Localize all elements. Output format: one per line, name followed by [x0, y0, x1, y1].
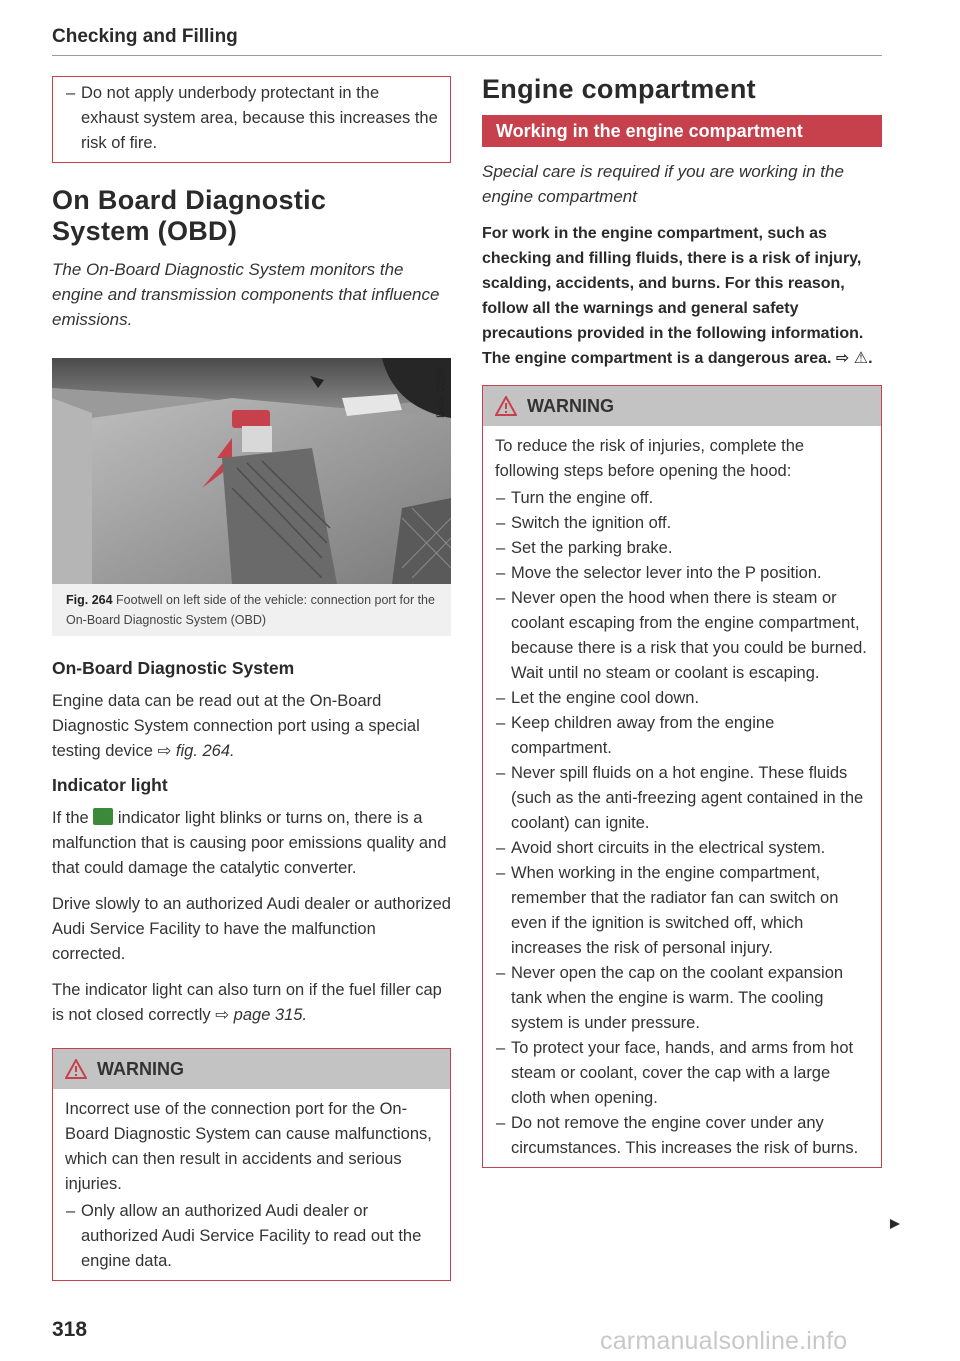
list-item: – Never open the cap on the coolant expansion tank when the engine is warm. The cooling system is under pressure.	[483, 961, 881, 1036]
watermark: carmanualsonline.info	[600, 1327, 848, 1355]
warning-triangle-icon	[65, 1059, 87, 1079]
subheading-obd-system: On-Board Diagnostic System	[52, 658, 295, 678]
working-in-engine-banner: Working in the engine compartment	[482, 115, 882, 147]
left-column	[52, 76, 451, 1281]
obd-heading-line1: On Board Diagnostic	[52, 185, 327, 215]
list-item: – Avoid short circuits in the electrical system.	[483, 836, 881, 861]
indicator-text-3: The indicator light can also turn on if the fuel filler cap is not closed correctly	[52, 981, 442, 1024]
list-item: – To protect your face, hands, and arms from hot steam or coolant, cover the cap with a large cloth when opening.	[483, 1036, 881, 1111]
obd-warning-body	[53, 1089, 450, 1280]
obd-system-paragraph	[52, 689, 451, 764]
engine-warning-header	[483, 386, 881, 426]
page-315-link[interactable]: ⇨ page 315.	[215, 1006, 308, 1024]
engine-warning-intro: To reduce the risk of injuries, complete the following steps before opening the hood:	[495, 437, 805, 480]
list-item: – Turn the engine off.	[483, 486, 881, 511]
figure-caption	[52, 584, 451, 636]
list-item: – Never open the hood when there is steam or coolant escaping from the engine compartment, because there is a risk that you could be burned. Wait until no steam or coolant is escaping.	[483, 586, 881, 686]
list-item: – Switch the ignition off.	[483, 511, 881, 536]
obd-figure	[52, 358, 451, 636]
emissions-warning-icon	[93, 808, 113, 825]
list-item: – Let the engine cool down.	[483, 686, 881, 711]
indicator-text-b: indicator light blinks or turns on, there is a malfunction that is causing poor emissions quality and that could damage the catalytic converter.	[52, 809, 447, 877]
engine-warning-box	[482, 385, 882, 1168]
obd-heading	[52, 185, 451, 247]
right-column	[482, 74, 882, 1168]
list-item: – Keep children away from the engine compartment.	[483, 711, 881, 761]
engine-warning-body	[483, 426, 881, 1167]
subheading-indicator-light: Indicator light	[52, 775, 168, 795]
obd-warning-box	[52, 1048, 451, 1281]
figure-caption-text: Footwell on left side of the vehicle: connection port for the On-Board Diagnostic System (OBD)	[66, 593, 435, 627]
figure-code: B4G-0258	[435, 367, 447, 418]
list-item: – Do not remove the engine cover under any circumstances. This increases the risk of burns.	[483, 1111, 881, 1161]
list-item: – Only allow an authorized Audi dealer or authorized Audi Service Facility to read out the engine data.	[53, 1199, 450, 1274]
list-item: – Never spill fluids on a hot engine. These fluids (such as the anti-freezing agent contained in the coolant) can ignite.	[483, 761, 881, 836]
figure-caption-label: Fig. 264	[66, 593, 113, 607]
section-header: Checking and Filling	[52, 26, 882, 56]
list-item: – Set the parking brake.	[483, 536, 881, 561]
engine-safety-paragraph: For work in the engine compartment, such as checking and filling fluids, there is a risk of injury, scalding, accidents, and burns. For this reason, follow all the warnings and general safety precautions provided in the following information. The engine compartment is a dangerous area. ⇨ ⚠.	[482, 225, 873, 367]
obd-intro: The On-Board Diagnostic System monitors the engine and transmission components that influence emissions.	[52, 260, 440, 329]
fig-264-link[interactable]: ⇨ fig. 264.	[157, 742, 235, 760]
page-number: 318	[52, 1318, 88, 1341]
obd-warning-header	[53, 1049, 450, 1089]
engine-intro: Special care is required if you are working in the engine compartment	[482, 162, 844, 206]
indicator-paragraph-2: Drive slowly to an authorized Audi dealer or authorized Audi Service Facility to have the malfunction corrected.	[52, 895, 451, 963]
indicator-paragraph-1	[52, 806, 451, 881]
obd-warning-list	[53, 1199, 450, 1274]
obd-system-text: Engine data can be read out at the On-Board Diagnostic System connection port using a special testing device	[52, 692, 420, 760]
footwell-illustration	[52, 358, 451, 584]
exhaust-note-list	[53, 81, 450, 156]
list-item: – Move the selector lever into the P position.	[483, 561, 881, 586]
obd-heading-line2: System (OBD)	[52, 216, 238, 246]
warning-triangle-icon	[495, 396, 517, 416]
list-item: – When working in the engine compartment, remember that the radiator fan can switch on even if the ignition is switched off, which increases the risk of personal injury.	[483, 861, 881, 961]
obd-warning-title: WARNING	[97, 1058, 184, 1079]
indicator-paragraph-3	[52, 978, 451, 1028]
obd-warning-intro: Incorrect use of the connection port for the On-Board Diagnostic System can cause malfunctions, which can then result in accidents and serious injuries.	[65, 1100, 432, 1193]
continue-arrow-icon	[888, 1217, 902, 1231]
engine-compartment-heading: Engine compartment	[482, 74, 756, 104]
list-item: – Do not apply underbody protectant in the exhaust system area, because this increases the risk of fire.	[53, 81, 450, 156]
engine-warning-list	[483, 486, 881, 1161]
indicator-text-a: If the	[52, 809, 89, 827]
exhaust-note-box	[52, 76, 451, 163]
engine-warning-title: WARNING	[527, 395, 614, 416]
